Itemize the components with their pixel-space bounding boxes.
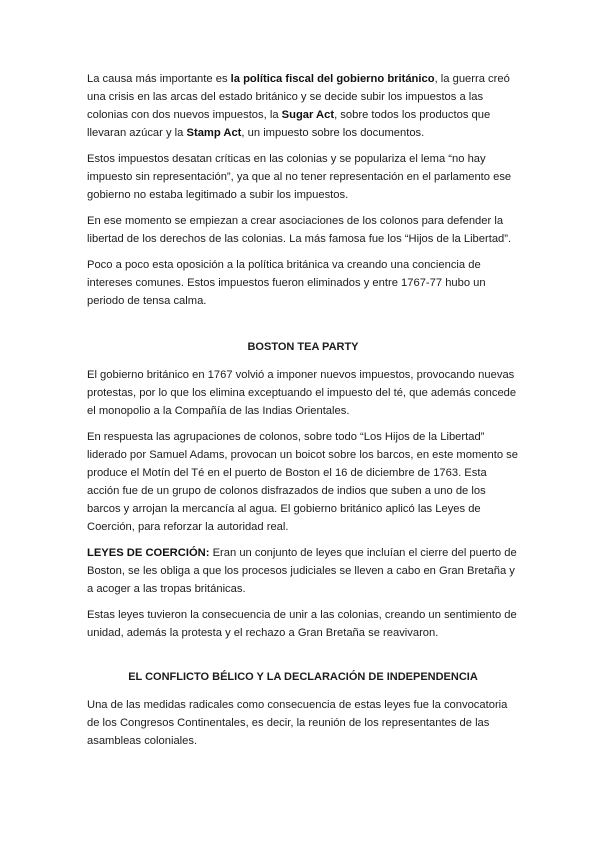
text-run: , sobre todos los productos que llevaran azúcar y la [87, 109, 491, 139]
section-heading-boston-tea-party: BOSTON TEA PARTY [247, 341, 359, 353]
bold-sugar-act: Sugar Act [281, 109, 335, 121]
document-body [87, 70, 519, 758]
text-run: , un impuesto sobre los documentos. [241, 127, 425, 139]
section-heading-war-independence: EL CONFLICTO BÉLICO Y LA DECLARACIÓN DE INDEPENDENCIA [128, 671, 478, 683]
paragraph-criticism: Estos impuestos desatan críticas en las colonias y se populariza el lema “no hay impuesto sin representación”, ya que al no tener representación en el parlamento ese gobierno no estaba legitimado a subir los impuestos. [87, 153, 512, 201]
text-run: Eran un conjunto de leyes que incluían el cierre del puerto de Boston, se les obliga a que los procesos judiciales se lleven a cabo en Gran Bretaña y a acoger a las tropas británicas. [87, 547, 517, 595]
paragraph-tea-tax: El gobierno británico en 1767 volvió a imponer nuevos impuestos, provocando nuevas protestas, por lo que los elimina exceptuando el impuesto del té, que además concede el monopolio a la Compañía de las Indias Orientales. [87, 369, 517, 417]
bold-phrase-fiscal-policy: la política fiscal del gobierno británico [230, 73, 435, 85]
text-run: , la guerra creó una crisis en las arcas del estado británico y se decide subir los impuestos a las colonias con dos nuevos impuestos, la [87, 73, 510, 121]
bold-label-coercive-acts: LEYES DE COERCIÓN: [87, 547, 210, 559]
paragraph-fiscal-policy [87, 70, 519, 142]
paragraph-unity: Estas leyes tuvieron la consecuencia de unir a las colonias, creando un sentimiento de unidad, además la protesta y el rechazo a Gran Bretaña se reavivaron. [87, 609, 517, 639]
paragraph-opposition: Poco a poco esta oposición a la política británica va creando una conciencia de intereses comunes. Estos impuestos fueron eliminados y entre 1767-77 hubo un periodo de tensa calma. [87, 259, 486, 307]
paragraph-tea-party-event: En respuesta las agrupaciones de colonos, sobre todo “Los Hijos de la Libertad” liderado por Samuel Adams, provocan un boicot sobre los barcos, en este momento se produce el Motín del Té en el puerto de Boston el 16 de diciembre de 1763. Esta acción fue de un grupo de colonos disfrazados de indios que suben a uno de los barcos y arrojan la mercancía al agua. El gobierno británico aplicó las Leyes de Coerción, para reforzar la autoridad real. [87, 431, 518, 533]
text-run: La causa más importante es [87, 73, 231, 85]
bold-stamp-act: Stamp Act [186, 127, 242, 139]
paragraph-coercive-acts [87, 544, 519, 598]
paragraph-associations: En ese momento se empiezan a crear asociaciones de los colonos para defender la libertad de los derechos de las colonias. La más famosa fue los “Hijos de la Libertad”. [87, 215, 512, 245]
paragraph-continental-congress: Una de las medidas radicales como consecuencia de estas leyes fue la convocatoria de los Congresos Continentales, es decir, la reunión de los representantes de las asambleas coloniales. [87, 699, 508, 747]
